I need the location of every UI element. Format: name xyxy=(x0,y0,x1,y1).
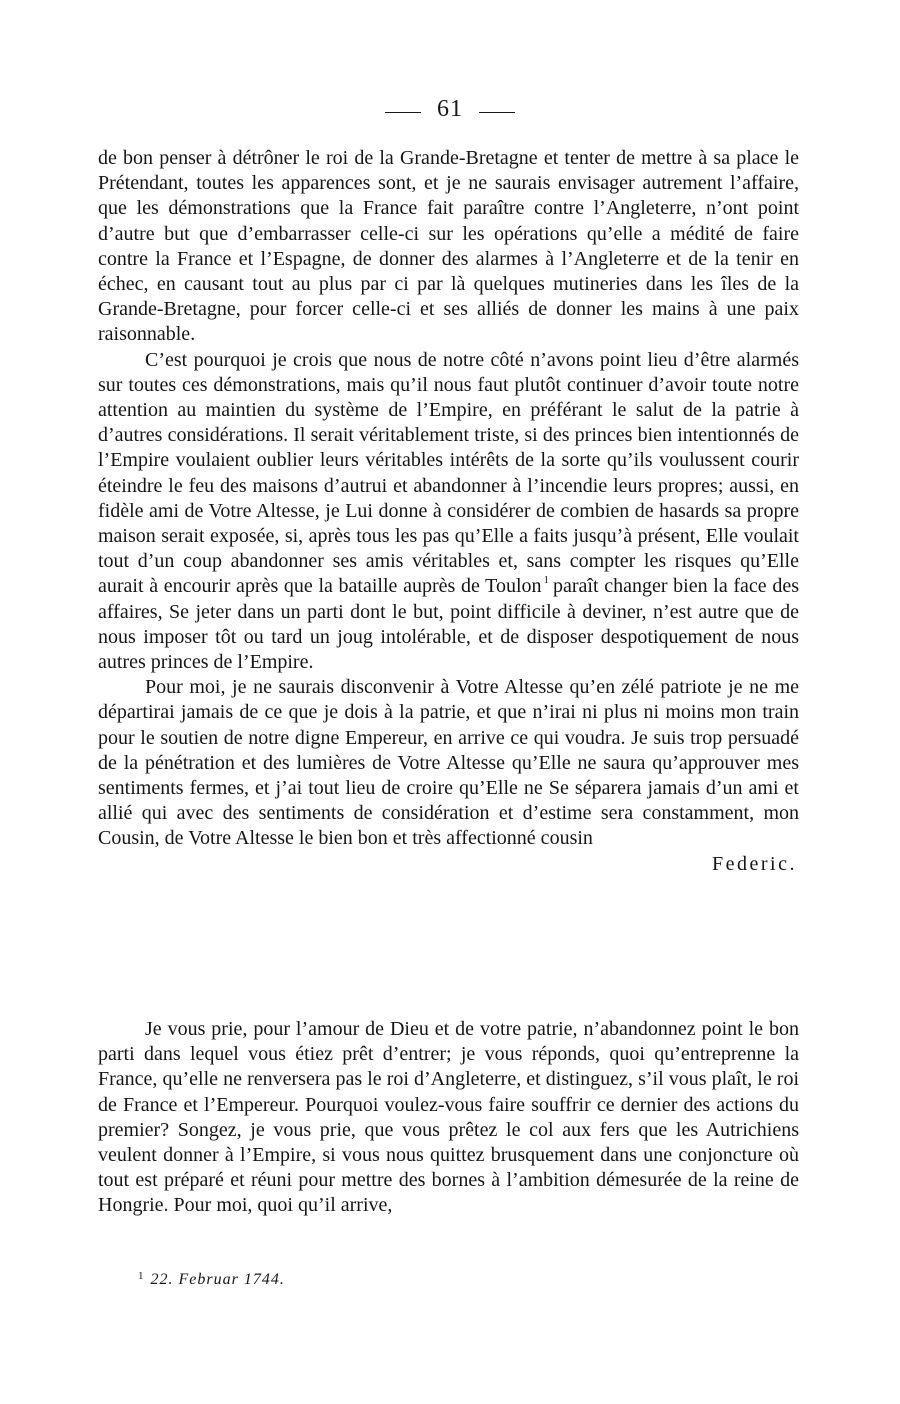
footnote-number: 1 xyxy=(138,1270,145,1282)
letter-paragraph-3: Pour moi, je ne saurais disconvenir à Votre Altesse qu’en zélé patriote je ne me départirai jamais de ce que je dois à la patrie, et que n’irai ni plus ni moins mon train pour le soutien de notre digne Empereur, en arrive ce qui voudra. Je suis trop persuadé de la pénétration et des lumières de Votre Altesse qu’Elle ne saura qu’approuver mes sentiments fermes, et j’ai tout lieu de croire qu’Elle ne Se séparera jamais d’un ami et allié qui avec des sentiments de considération et d’estime sera constamment, mon Cousin, de Votre Altesse le bien bon et très affectionné cousin xyxy=(98,676,799,850)
footnote-reference[interactable]: 1 xyxy=(543,574,550,587)
signature: Federic. xyxy=(712,852,797,875)
postscript xyxy=(98,1017,799,1219)
letter-paragraph-1: de bon penser à détrôner le roi de la Grande-Bretagne et tenter de mettre à sa place le Prétendant, toutes les apparences sont, et je ne saurais envisager autrement l’affaire, que les démonstrations que la France fait paraître contre l’Angleterre, n’ont point d’autre but que d’embarrasser celle-ci sur les opérations qu’elle a médité de faire contre la France et l’Espagne, de donner des alarmes à l’Angleterre et de la tenir en échec, en causant tout au plus par ci par là quelques mutineries dans les îles de la Grande-Bretagne, pour forcer celle-ci et ses alliés de donner les mains à une paix raisonnable. xyxy=(98,147,799,346)
page-header xyxy=(0,96,900,123)
footnote xyxy=(138,1270,285,1289)
letter-paragraph-2-part-2: paraît changer bien la face des affaires, Se jeter dans un parti dont le but, point difficile à deviner, n’est autre que de nous imposer tôt ou tard un joug intolérable, et de disposer despotiquement de nous autres princes de l’Empire. xyxy=(98,575,799,674)
footnote-text: 22. Februar 1744. xyxy=(150,1271,285,1288)
header-rule-right xyxy=(479,112,515,113)
letter-body xyxy=(98,146,799,877)
letter-paragraph-2 xyxy=(98,348,799,676)
header-rule-left xyxy=(385,112,421,113)
postscript-paragraph: Je vous prie, pour l’amour de Dieu et de votre patrie, n’abandonnez point le bon parti dans lequel vous étiez prêt d’entrer; je vous réponds, quoi qu’entreprenne la France, qu’elle ne renversera pas le roi d’Angleterre, et distinguez, s’il vous plaît, le roi de France et l’Empereur. Pourquoi voulez-vous faire souffrir ce dernier des actions du premier? Songez, je vous prie, que vous prêtez le col aux fers que les Autrichiens veulent donner à l’Empire, si vous nous quittez brusquement dans une conjoncture où tout est préparé et réuni pour mettre des bornes à l’ambition démesurée de la reine de Hongrie. Pour moi, quoi qu’il arrive, xyxy=(98,1018,799,1217)
page-number: 61 xyxy=(437,96,463,122)
letter-paragraph-2-part-1: C’est pourquoi je crois que nous de notre côté n’avons point lieu d’être alarmés sur toutes ces démonstrations, mais qu’il nous faut plutôt continuer d’avoir toute notre attention au maintien du système de l’Empire, en préférant le salut de la patrie à d’autres considérations. Il serait véritablement triste, si des princes bien intentionnés de l’Empire voulaient oublier leurs véritables intérêts de la sorte qu’ils voulussent courir éteindre le feu des maisons d’autrui et abandonner à l’incendie leurs propres; aussi, en fidèle ami de Votre Altesse, je Lui donne à considérer de combien de hasards sa propre maison serait exposée, si, après tous les pas qu’Elle a faits jusqu’à présent, Elle voulait tout d’un coup abandonner ses amis véritables et, sans compter les risques qu’Elle aurait à encourir après que la bataille auprès de Toulon xyxy=(98,348,799,598)
